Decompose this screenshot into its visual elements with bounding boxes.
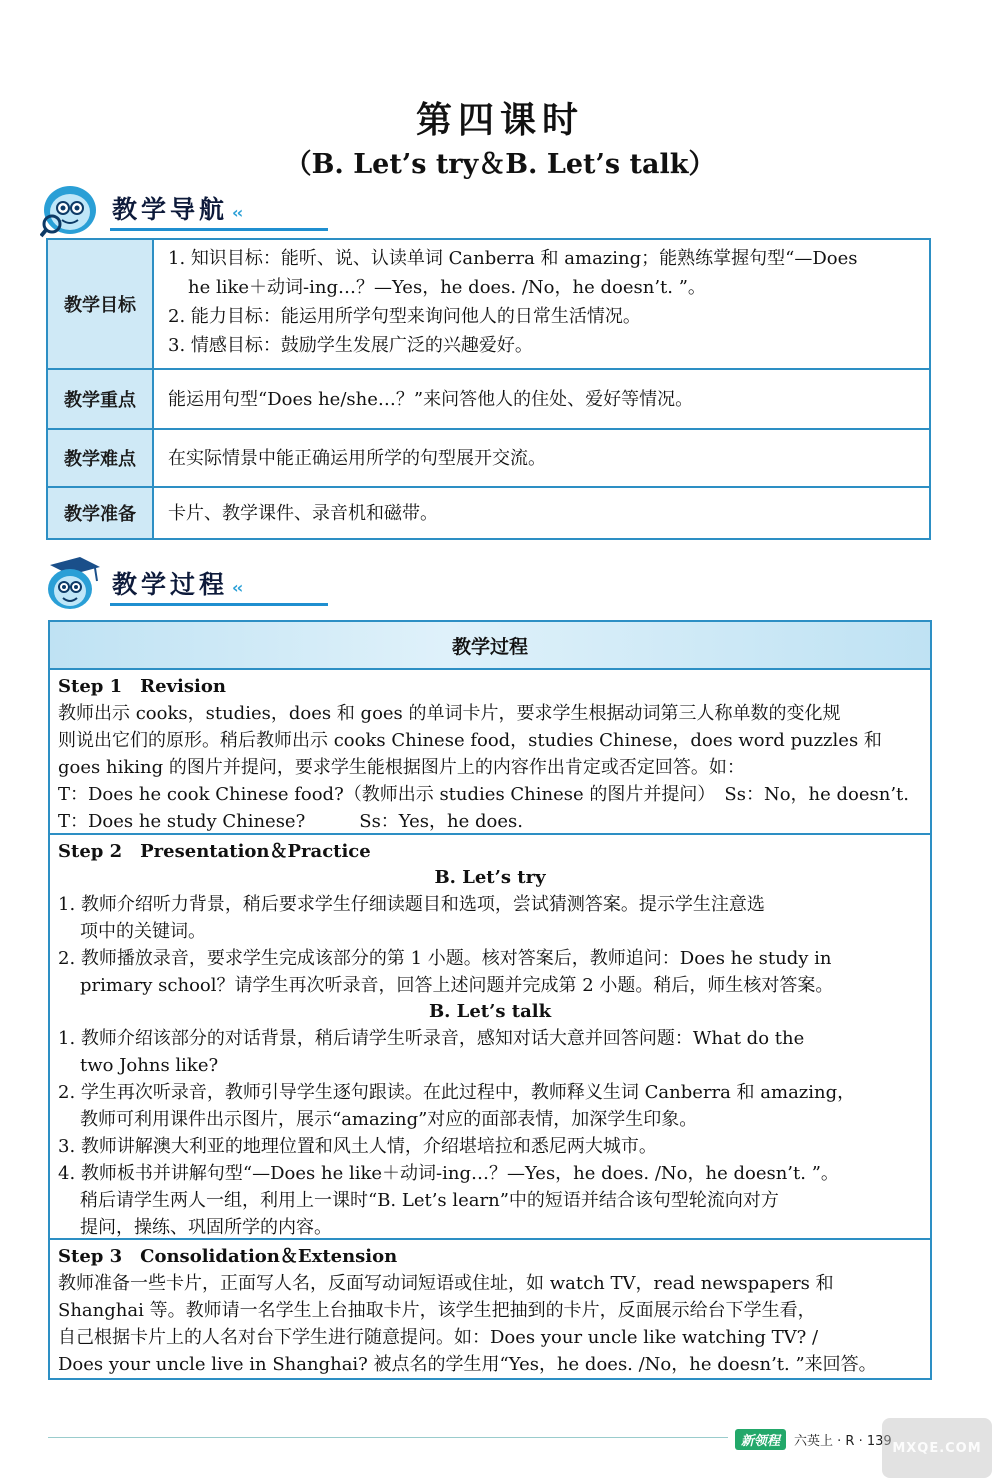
- step-presentation-practice: [50, 835, 930, 1240]
- nav-line: he like＋动词-ing…？—Yes，he does. /No，he doesn’t. ”。: [188, 277, 706, 298]
- heading-underline: [110, 603, 328, 606]
- step-text-line: Shanghai 等。教师请一名学生上台抽取卡片，该学生把抽到的卡片，反面展示给台下学生看，: [58, 1300, 816, 1321]
- nav-row-preparation: [48, 488, 929, 538]
- nav-value: [154, 240, 929, 368]
- nav-key: 教学难点: [48, 430, 154, 486]
- list-item-line: 4. 教师板书并讲解句型“—Does he like＋动词-ing…？—Yes，he does. /No，he doesn’t. ”。: [58, 1163, 839, 1184]
- footer-divider: [48, 1437, 728, 1438]
- step-text-line: 教师准备一些卡片，正面写人名，反面写动词短语或住址，如 watch TV，read newspapers 和: [58, 1273, 834, 1294]
- page-footer: [735, 1428, 892, 1450]
- nav-value: [154, 370, 929, 428]
- process-section-title: 教学过程: [112, 570, 229, 599]
- list-item-line: primary school？请学生再次听录音，回答上述问题并完成第 2 小题。稍后，师生核对答案。: [80, 975, 834, 996]
- list-item-line: 提问，操练、巩固所学的内容。: [80, 1217, 332, 1238]
- page-title: 第四课时: [415, 99, 584, 141]
- mascot-graduate-icon: [40, 555, 102, 613]
- nav-key: 教学目标: [48, 240, 154, 368]
- heading-underline: [110, 228, 328, 231]
- list-item-line: 稍后请学生两人一组，利用上一课时“B. Let’s learn”中的短语并结合该句型轮流向对方: [80, 1190, 779, 1211]
- nav-line: 2. 能力目标：能运用所学句型来询问他人的日常生活情况。: [168, 306, 641, 327]
- nav-line: 卡片、教学课件、录音机和磁带。: [168, 502, 438, 524]
- list-item-line: 2. 学生再次听录音，教师引导学生逐句跟读。在此过程中，教师释义生词 Canberra 和 amazing，: [58, 1082, 856, 1103]
- list-item-line: two Johns like?: [80, 1055, 219, 1076]
- nav-line: 1. 知识目标：能听、说、认读单词 Canberra 和 amazing；能熟练掌握句型“—Does: [168, 248, 858, 269]
- nav-section-title: 教学导航: [112, 195, 229, 224]
- step-text-line: 自己根据卡片上的人名对台下学生进行随意提问。如：Does your uncle like watching TV? /: [58, 1327, 819, 1348]
- subsection-heading-try: B. Let’s try: [434, 867, 546, 888]
- step-text-line: 则说出它们的原形。稍后教师出示 cooks Chinese food，studies Chinese，does word puzzles 和: [58, 730, 882, 751]
- chevron-double-left-icon: ‹‹: [232, 203, 242, 222]
- list-item-line: 3. 教师讲解澳大利亚的地理位置和风土人情，介绍堪培拉和悉尼两大城市。: [58, 1136, 657, 1157]
- page-subtitle: （B. Let’s try＆B. Let’s talk）: [284, 149, 716, 180]
- process-table-header: 教学过程: [50, 622, 930, 670]
- chevron-double-left-icon: ‹‹: [232, 578, 242, 597]
- step-text-line: T：Does he study Chinese? Ss：Yes，he does.: [58, 811, 523, 832]
- nav-section-heading: [40, 180, 340, 240]
- nav-line: 能运用句型“Does he/she…？”来问答他人的住处、爱好等情况。: [168, 388, 694, 410]
- step-text-line: 教师出示 cooks，studies，does 和 goes 的单词卡片，要求学生根据动词第三人称单数的变化规: [58, 703, 841, 724]
- nav-row-objectives: [48, 240, 929, 370]
- step-text-line: Does your uncle live in Shanghai? 被点名的学生用“Yes，he does. /No，he doesn’t. ”来回答。: [58, 1354, 877, 1375]
- nav-row-key-points: [48, 370, 929, 430]
- brand-logo: 新领程: [735, 1429, 786, 1450]
- watermark-logo: [882, 1418, 992, 1478]
- step-title: Step 1 Revision: [58, 676, 226, 697]
- list-item-line: 1. 教师介绍听力背景，稍后要求学生仔细读题目和选项，尝试猜测答案。提示学生注意选: [58, 894, 765, 915]
- step-title: Step 2 Presentation＆Practice: [58, 841, 371, 862]
- step-consolidation-extension: [50, 1240, 930, 1380]
- teaching-process-table: [48, 620, 932, 1380]
- teaching-nav-table: [46, 238, 931, 540]
- subsection-heading-talk: B. Let’s talk: [428, 1001, 552, 1022]
- nav-key: 教学重点: [48, 370, 154, 428]
- nav-line: 在实际情景中能正确运用所学的句型展开交流。: [168, 447, 546, 469]
- nav-value: [154, 430, 929, 486]
- step-title: Step 3 Consolidation＆Extension: [58, 1246, 398, 1267]
- nav-key: 教学准备: [48, 488, 154, 538]
- list-item-line: 项中的关键词。: [80, 921, 206, 942]
- nav-line: 3. 情感目标：鼓励学生发展广泛的兴趣爱好。: [168, 335, 533, 356]
- nav-value: [154, 488, 929, 538]
- nav-row-difficulties: [48, 430, 929, 488]
- list-item-line: 教师可利用课件出示图片，展示“amazing”对应的面部表情，加深学生印象。: [80, 1109, 698, 1130]
- step-text-line: T：Does he cook Chinese food?（教师出示 studies Chinese 的图片并提问） Ss：No，he doesn’t.: [58, 784, 910, 805]
- page-number: 六英上 · R · 139: [794, 1433, 892, 1449]
- step-text-line: goes hiking 的图片并提问，要求学生能根据图片上的内容作出肯定或否定回答。如：: [58, 757, 745, 778]
- process-section-heading: [40, 555, 340, 615]
- list-item-line: 1. 教师介绍该部分的对话背景，稍后请学生听录音，感知对话大意并回答问题：What do the: [58, 1028, 805, 1049]
- step-revision: [50, 670, 930, 835]
- mascot-magnifier-icon: [40, 180, 102, 238]
- list-item-line: 2. 教师播放录音，要求学生完成该部分的第 1 小题。核对答案后，教师追问：Does he study in: [58, 948, 832, 969]
- watermark-text: MXQE.COM: [892, 1440, 982, 1456]
